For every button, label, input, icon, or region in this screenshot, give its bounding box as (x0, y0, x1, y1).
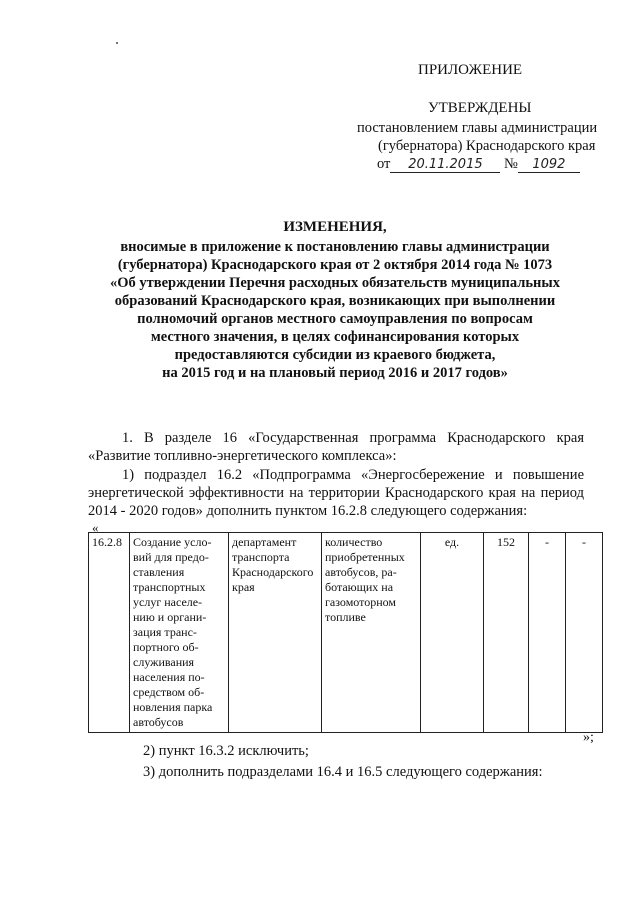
handwritten-number: 1092 (518, 157, 580, 173)
title-line: на 2015 год и на плановый период 2016 и 2017 годов» (162, 365, 508, 381)
opening-quote: « (92, 520, 99, 535)
cell-line: вий для предо- (133, 550, 209, 564)
cell-line: транспортных (133, 580, 206, 594)
title-line: (губернатора) Краснодарского края от 2 октября 2014 года № 1073 (117, 257, 553, 273)
decree-line-1: постановлением главы администрации (357, 120, 598, 136)
cell-code: 16.2.8 (89, 533, 130, 733)
title-line: местного значения, в целях софинансирования которых (150, 329, 520, 345)
changes-table (88, 532, 603, 733)
table-row (89, 533, 603, 733)
cell-dash: - (529, 533, 566, 733)
paragraph-item-3: 3) дополнить подразделами 16.4 и 16.5 следующего содержания: (143, 764, 543, 780)
cell-line: служивания (133, 655, 195, 669)
cell-line: средством об- (133, 685, 205, 699)
title-heading: ИЗМЕНЕНИЯ, (283, 219, 387, 235)
cell-line: ботающих на (325, 580, 394, 594)
cell-unit: ед. (421, 533, 484, 733)
decree-line-2: (губернатора) Краснодарского края (378, 138, 596, 154)
cell-department (229, 533, 322, 733)
cell-line: топливе (325, 610, 366, 624)
cell-line: автобусов, ра- (325, 565, 397, 579)
title-line: образований Краснодарского края, возникающих при выполнении (114, 293, 556, 309)
cell-line: департамент (232, 535, 297, 549)
cell-line: Краснодарского (232, 565, 314, 579)
cell-line: новления парка (133, 700, 213, 714)
cell-line: газомоторном (325, 595, 396, 609)
cell-name (130, 533, 229, 733)
cell-line: транспорта (232, 550, 290, 564)
cell-indicator (322, 533, 421, 733)
cell-line: населения по- (133, 670, 205, 684)
scan-speck (116, 42, 118, 44)
cell-line: приобретенных (325, 550, 405, 564)
cell-line: Создание усло- (133, 535, 212, 549)
cell-line: портного об- (133, 640, 199, 654)
cell-line: края (232, 580, 255, 594)
cell-dash: - (566, 533, 603, 733)
document-title (80, 218, 590, 382)
decree-date-number (377, 156, 580, 173)
appendix-label: ПРИЛОЖЕНИЕ (418, 62, 523, 78)
title-line: «Об утверждении Перечня расходных обязательств муниципальных (110, 275, 560, 291)
handwritten-date: 20.11.2015 (390, 157, 500, 173)
closing-quote: »; (583, 730, 594, 745)
cell-line: услуг населе- (133, 595, 203, 609)
cell-line: количество (325, 535, 383, 549)
cell-line: ставления (133, 565, 185, 579)
from-label: от (377, 156, 391, 172)
approved-label: УТВЕРЖДЕНЫ (428, 100, 532, 116)
title-line: вносимые в приложение к постановлению главы администрации (120, 239, 550, 255)
paragraph-item-2: 2) пункт 16.3.2 исключить; (143, 743, 309, 759)
paragraph-item-1: 1. В разделе 16 «Государственная программа Краснодарского края «Развитие топливно-энергетического комплекса»: (88, 430, 584, 464)
number-label: № (504, 156, 518, 172)
title-line: полномочий органов местного самоуправления по вопросам (137, 311, 533, 327)
paragraph-item-1-1: 1) подраздел 16.2 «Подпрограмма «Энергосбережение и повышение энергетической эффективности на территории Краснодарского края на период 2014 - 2020 годов» дополнить пунктом 16.2.8 следующего содержания: (88, 467, 584, 519)
cell-value: 152 (484, 533, 529, 733)
cell-line: нию и органи- (133, 610, 207, 624)
title-line: предоставляются субсидии из краевого бюджета, (174, 347, 496, 363)
cell-line: автобусов (133, 715, 184, 729)
cell-line: зация транс- (133, 625, 197, 639)
